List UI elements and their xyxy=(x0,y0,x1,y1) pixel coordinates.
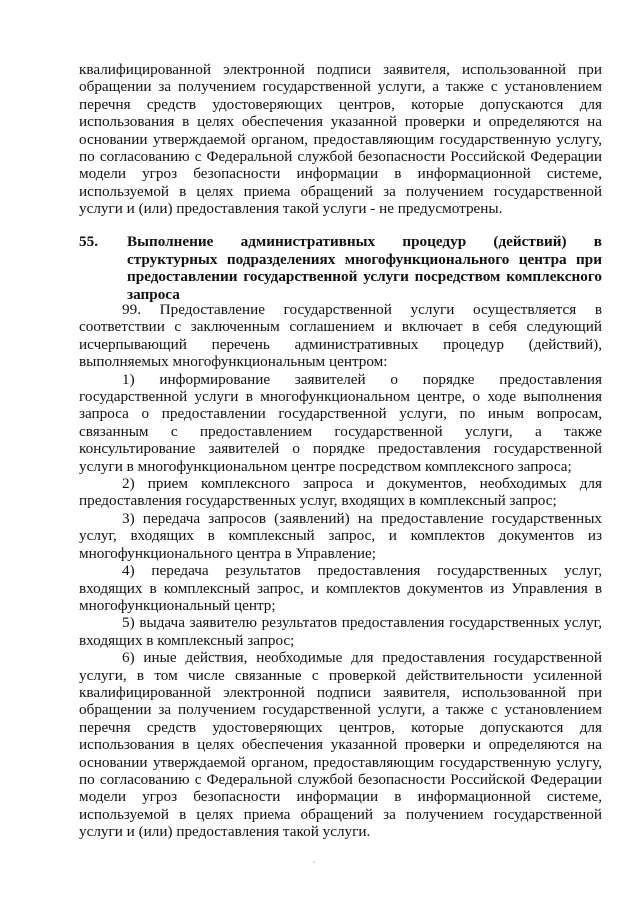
clause-item-2: 2) прием комплексного запроса и документов, необходимых для предоставления государственных услуг, входящих в комплексный запрос; xyxy=(79,475,602,510)
clause-item-6: 6) иные действия, необходимые для предоставления государственной услуги, в том числе связанные с проверкой действительности усиленной квалифицированной электронной подписи заявителя, использованной при обращении за получением государственной услуги, а также с установлением перечня средств удостоверяющих центров, которые допускаются для использования в целях обеспечения указанной проверки и определяются на основании утверждаемой органом, предоставляющим государственную услугу, по согласованию с Федеральной службой безопасности Российской Федерации модели угроз безопасности информации в информационной системе, используемой в целях приема обращений за получением государственной услуги и (или) предоставления такой услуги. xyxy=(79,649,602,841)
clause-item-4: 4) передача результатов предоставления государственных услуг, входящих в комплексный запрос, и комплектов документов из Управления в многофункциональный центр; xyxy=(79,562,602,614)
clause-99-block xyxy=(79,301,602,841)
section-title: Выполнение административных процедур (действий) в структурных подразделениях многофункционального центра при предоставлении государственной услуги посредством комплексного запроса xyxy=(127,233,602,303)
intro-paragraph-block xyxy=(79,61,602,218)
scan-speck xyxy=(313,861,315,863)
section-number: 55. xyxy=(79,233,98,250)
clause-item-1: 1) информирование заявителей о порядке предоставления государственной услуги в многофункциональном центре, о ходе выполнения запроса о предоставлении государственной услуги, по иным вопросам, связанным с предоставлением государственной услуги, а также консультирование заявителей о порядке предоставления государственной услуги в многофункциональном центре посредством комплексного запроса; xyxy=(79,370,602,475)
clause-item-3: 3) передача запросов (заявлений) на предоставление государственных услуг, входящих в комплексный запрос, и комплектов документов из многофункционального центра в Управление; xyxy=(79,509,602,562)
intro-paragraph: квалифицированной электронной подписи заявителя, использованной при обращении за получением государственной услуги, а также с установлением перечня средств удостоверяющих центров, которые допускаются для использования в целях обеспечения указанной проверки и определяются на основании утверждаемой органом, предоставляющим государственную услугу, по согласованию с Федеральной службой безопасности Российской Федерации модели угроз безопасности информации в информационной системе, используемой в целях приема обращений за получением государственной услуги и (или) предоставления такой услуги - не предусмотрены. xyxy=(79,61,602,218)
clause-99-lead: 99. Предоставление государственной услуги осуществляется в соответствии с заключенным соглашением и включает в себя следующий исчерпывающий перечень административных процедур (действий), выполняемых многофункциональным центром: xyxy=(79,301,602,371)
section-heading xyxy=(79,233,602,303)
clause-item-5: 5) выдача заявителю результатов предоставления государственных услуг, входящих в комплексный запрос; xyxy=(79,614,602,649)
